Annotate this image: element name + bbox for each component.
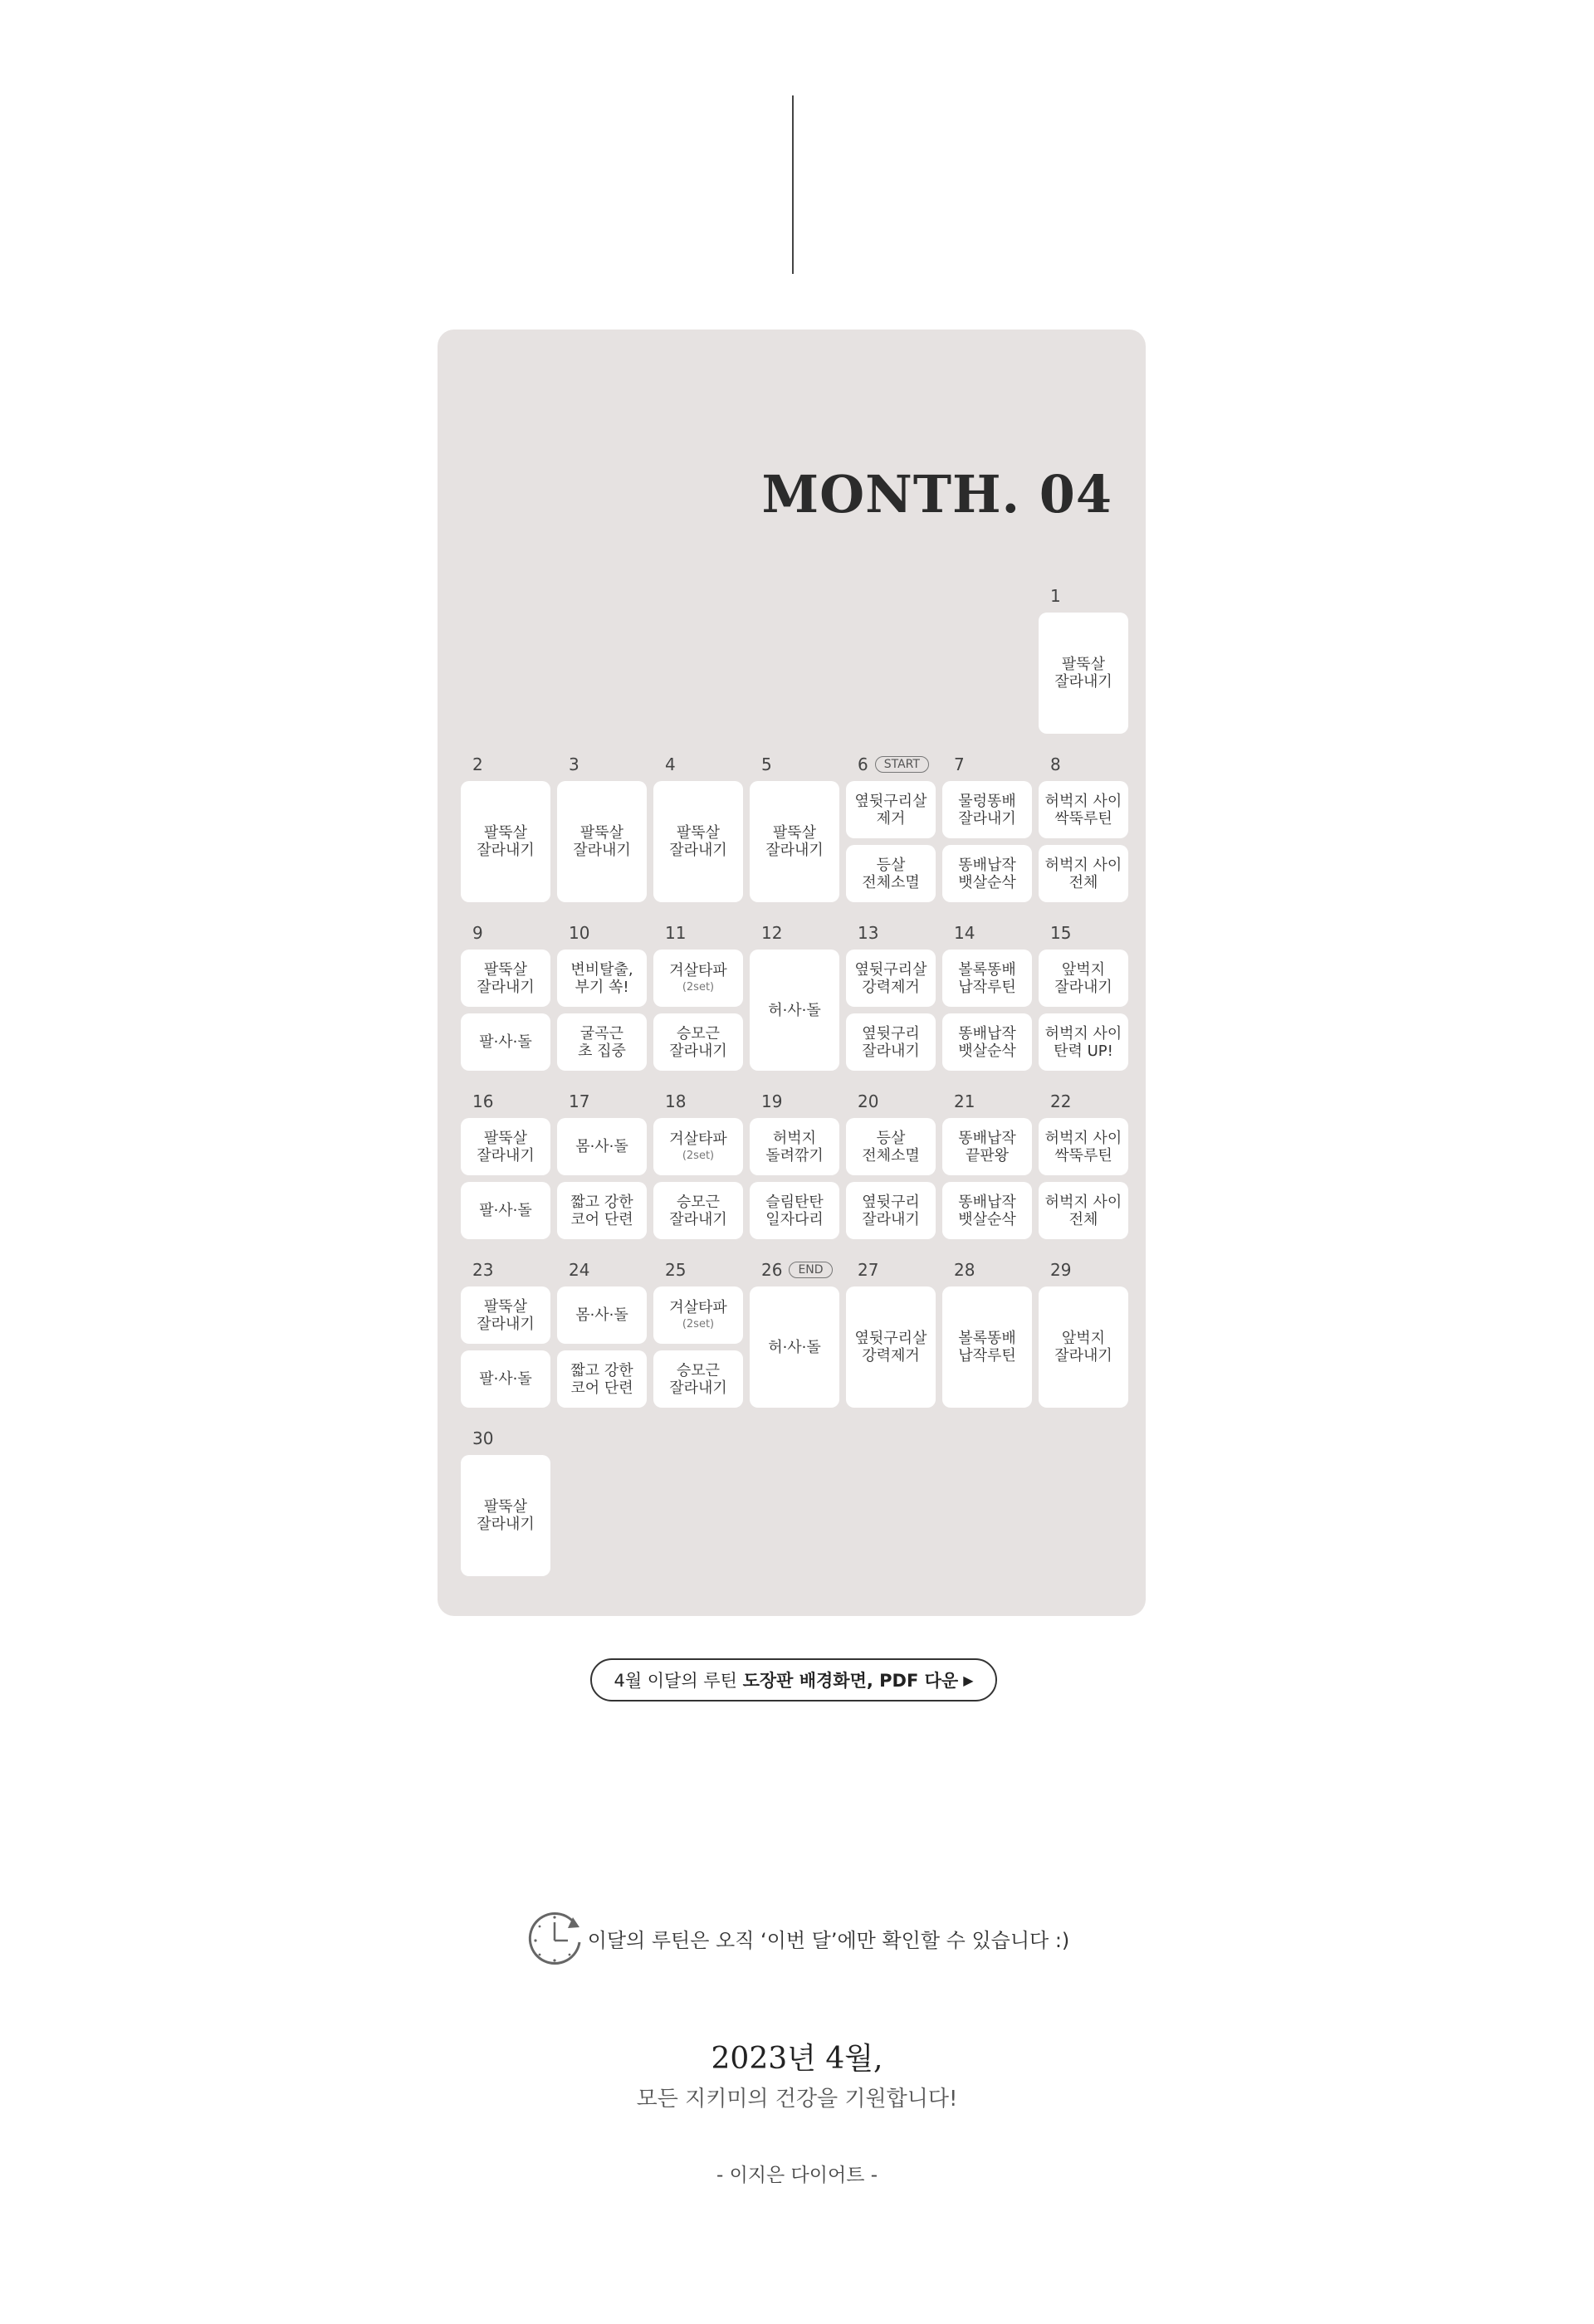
day-header — [1039, 747, 1128, 781]
day-number: 17 — [569, 1091, 590, 1111]
download-button[interactable] — [590, 1658, 997, 1702]
routine-item[interactable] — [750, 781, 839, 902]
day-cell — [846, 747, 936, 902]
routine-item[interactable] — [942, 845, 1032, 902]
routine-item[interactable] — [846, 1118, 936, 1175]
routine-item[interactable] — [653, 950, 743, 1007]
routine-label: 승모근 잘라내기 — [669, 1024, 727, 1060]
day-header — [461, 747, 550, 781]
day-header — [1039, 1084, 1128, 1118]
day-header — [942, 1252, 1032, 1286]
calendar-panel — [438, 330, 1146, 1616]
routine-label: 허벅지 돌려깎기 — [765, 1129, 824, 1164]
routine-item[interactable] — [1039, 950, 1128, 1007]
day-cell — [846, 1252, 936, 1408]
divider-line — [792, 95, 794, 274]
routine-label: 등살 전체소멸 — [862, 856, 920, 891]
routine-sets: (2set) — [682, 1150, 715, 1162]
day-header — [750, 1252, 839, 1286]
routine-item[interactable] — [461, 1182, 550, 1239]
day-number: 16 — [472, 1091, 494, 1111]
day-header — [846, 1084, 936, 1118]
routine-label: 옆뒷구리살 강력제거 — [854, 1330, 927, 1365]
day-number: 28 — [954, 1259, 975, 1280]
day-cell — [557, 1084, 647, 1239]
routine-item[interactable] — [846, 1013, 936, 1071]
routine-item[interactable] — [846, 1182, 936, 1239]
routine-item[interactable] — [942, 1182, 1032, 1239]
day-cell — [750, 915, 839, 1071]
day-header — [942, 915, 1032, 950]
routine-item[interactable] — [653, 1013, 743, 1071]
routine-label: 팔·사·돌 — [479, 1370, 532, 1388]
day-tag: START — [875, 756, 929, 773]
routine-label: 겨살타파 — [669, 1299, 727, 1316]
day-cell — [461, 1421, 550, 1576]
day-cell — [461, 915, 550, 1071]
day-cell — [750, 1252, 839, 1408]
routine-item[interactable] — [653, 1286, 743, 1344]
day-number: 26 — [761, 1259, 783, 1280]
routine-label: 옆뒷구리 잘라내기 — [862, 1024, 920, 1060]
day-number: 1 — [1050, 585, 1061, 606]
day-number: 7 — [954, 754, 965, 774]
routine-item[interactable] — [461, 781, 550, 902]
day-header — [461, 1252, 550, 1286]
routine-item[interactable] — [461, 1455, 550, 1576]
routine-label: 팔뚝살 잘라내기 — [477, 1297, 535, 1333]
routine-label: 허벅지 사이 탄력 UP! — [1044, 1024, 1122, 1060]
routine-label: 팔뚝살 잘라내기 — [477, 960, 535, 996]
day-header — [557, 1084, 647, 1118]
routine-label: 볼록똥배 납작루틴 — [958, 1330, 1016, 1365]
day-number: 4 — [665, 754, 676, 774]
day-header — [846, 1252, 936, 1286]
play-arrow-icon: ▶ — [963, 1672, 974, 1688]
routine-label: 짧고 강한 코어 단련 — [570, 1193, 633, 1228]
day-tag: END — [789, 1262, 832, 1278]
day-cell — [846, 915, 936, 1071]
routine-label: 승모근 잘라내기 — [669, 1193, 727, 1228]
routine-item[interactable] — [750, 1182, 839, 1239]
day-header — [461, 915, 550, 950]
day-header — [461, 1084, 550, 1118]
footer-year-month: 2023년 4월, — [711, 2042, 883, 2076]
routine-item[interactable] — [1039, 1182, 1128, 1239]
day-header — [557, 747, 647, 781]
footer-wish: 모든 지키미의 건강을 기원합니다! — [636, 2087, 958, 2112]
routine-item[interactable] — [557, 1182, 647, 1239]
day-cell — [942, 915, 1032, 1071]
day-cell — [461, 747, 550, 902]
day-number: 2 — [472, 754, 483, 774]
day-header — [653, 915, 743, 950]
routine-item[interactable] — [750, 1286, 839, 1408]
routine-item[interactable] — [942, 1013, 1032, 1071]
day-cell — [1039, 1084, 1128, 1239]
routine-label: 변비탈출, 부기 쏙! — [570, 960, 633, 996]
day-number: 15 — [1050, 922, 1072, 943]
routine-label: 팔뚝살 잘라내기 — [477, 1129, 535, 1164]
day-header — [653, 1084, 743, 1118]
day-header — [653, 1252, 743, 1286]
day-number: 8 — [1050, 754, 1061, 774]
day-number: 18 — [665, 1091, 687, 1111]
routine-label: 허벅지 사이 싹뚝루틴 — [1044, 792, 1122, 828]
routine-item[interactable] — [653, 1350, 743, 1408]
day-cell — [653, 1084, 743, 1239]
routine-label: 팔뚝살 잘라내기 — [477, 1498, 535, 1533]
routine-label: 팔뚝살 잘라내기 — [477, 824, 535, 859]
day-number: 13 — [858, 922, 879, 943]
month-title: MONTH. 04 — [761, 464, 1112, 525]
routine-label: 팔·사·돌 — [479, 1202, 532, 1219]
day-number: 12 — [761, 922, 783, 943]
day-cell — [557, 1252, 647, 1408]
day-cell — [1039, 747, 1128, 902]
routine-label: 물렁똥배 잘라내기 — [958, 792, 1016, 828]
download-label: 도장판 배경화면, PDF 다운 — [742, 1671, 959, 1691]
routine-item[interactable] — [461, 1118, 550, 1175]
download-prefix: 4월 이달의 루틴 — [614, 1671, 743, 1691]
day-cell — [557, 915, 647, 1071]
day-cell — [942, 1084, 1032, 1239]
day-cell — [653, 915, 743, 1071]
day-number: 19 — [761, 1091, 783, 1111]
day-number: 24 — [569, 1259, 590, 1280]
routine-item[interactable] — [750, 950, 839, 1071]
day-header — [653, 747, 743, 781]
day-header — [942, 747, 1032, 781]
routine-item[interactable] — [1039, 1118, 1128, 1175]
day-cell — [1039, 915, 1128, 1071]
routine-label: 허벅지 사이 전체 — [1044, 856, 1122, 891]
day-cell — [461, 1084, 550, 1239]
day-number: 23 — [472, 1259, 494, 1280]
day-number: 22 — [1050, 1091, 1072, 1111]
day-header — [557, 1252, 647, 1286]
routine-item[interactable] — [557, 950, 647, 1007]
day-header — [846, 915, 936, 950]
day-number: 30 — [472, 1428, 494, 1448]
day-number: 21 — [954, 1091, 975, 1111]
routine-item[interactable] — [942, 950, 1032, 1007]
routine-label: 똥배납작 뱃살순삭 — [958, 1193, 1016, 1228]
routine-label: 몸·사·돌 — [575, 1306, 628, 1324]
day-cell — [942, 1252, 1032, 1408]
day-number: 14 — [954, 922, 975, 943]
day-cell — [750, 1084, 839, 1239]
day-cell — [1039, 579, 1128, 734]
routine-item[interactable] — [846, 845, 936, 902]
day-cell — [653, 747, 743, 902]
routine-item[interactable] — [557, 1286, 647, 1344]
routine-label: 팔·사·돌 — [479, 1033, 532, 1051]
footer-signature: - 이지은 다이어트 - — [716, 2165, 878, 2186]
clock-icon — [525, 1907, 586, 1969]
routine-item[interactable] — [557, 1350, 647, 1408]
routine-label: 볼록똥배 납작루틴 — [958, 960, 1016, 996]
routine-item[interactable] — [1039, 1013, 1128, 1071]
routine-item[interactable] — [846, 1286, 936, 1408]
routine-item[interactable] — [653, 1118, 743, 1175]
routine-item[interactable] — [557, 781, 647, 902]
day-header — [461, 1421, 550, 1455]
routine-item[interactable] — [1039, 845, 1128, 902]
routine-label: 겨살타파 — [669, 962, 727, 979]
routine-label: 팔뚝살 잘라내기 — [1054, 656, 1112, 691]
routine-item[interactable] — [461, 1350, 550, 1408]
day-cell — [846, 1084, 936, 1239]
routine-label: 승모근 잘라내기 — [669, 1361, 727, 1397]
routine-item[interactable] — [653, 1182, 743, 1239]
day-header — [750, 915, 839, 950]
calendar-grid — [461, 579, 1128, 1589]
routine-item[interactable] — [461, 950, 550, 1007]
routine-label: 똥배납작 뱃살순삭 — [958, 1024, 1016, 1060]
routine-item[interactable] — [942, 781, 1032, 838]
day-number: 10 — [569, 922, 590, 943]
day-number: 5 — [761, 754, 772, 774]
day-number: 29 — [1050, 1259, 1072, 1280]
notice-text: 이달의 루틴은 오직 ‘이번 달’에만 확인할 수 있습니다 :) — [587, 1928, 1070, 1952]
day-header — [846, 747, 936, 781]
day-header — [750, 1084, 839, 1118]
routine-item[interactable] — [846, 950, 936, 1007]
routine-label: 팔뚝살 잘라내기 — [765, 824, 824, 859]
routine-sets: (2set) — [682, 981, 715, 994]
routine-label: 앞벅지 잘라내기 — [1054, 960, 1112, 996]
routine-label: 옆뒷구리 잘라내기 — [862, 1193, 920, 1228]
routine-sets: (2set) — [682, 1318, 715, 1330]
routine-label: 짧고 강한 코어 단련 — [570, 1361, 633, 1397]
day-header — [1039, 1252, 1128, 1286]
routine-item[interactable] — [1039, 613, 1128, 734]
routine-label: 허벅지 사이 싹뚝루틴 — [1044, 1129, 1122, 1164]
routine-label: 허·사·돌 — [768, 1001, 821, 1019]
routine-label: 굴곡근 초 집중 — [578, 1024, 626, 1060]
routine-label: 똥배납작 끝판왕 — [958, 1129, 1016, 1164]
day-header — [942, 1084, 1032, 1118]
day-cell — [750, 747, 839, 902]
routine-item[interactable] — [557, 1013, 647, 1071]
routine-label: 몸·사·돌 — [575, 1138, 628, 1155]
day-number: 9 — [472, 922, 483, 943]
routine-item[interactable] — [1039, 781, 1128, 838]
day-number: 11 — [665, 922, 687, 943]
routine-item[interactable] — [557, 1118, 647, 1175]
day-number: 3 — [569, 754, 579, 774]
routine-item[interactable] — [461, 1013, 550, 1071]
notice — [0, 1909, 1594, 1967]
day-cell — [653, 1252, 743, 1408]
routine-item[interactable] — [846, 781, 936, 838]
day-header — [557, 915, 647, 950]
routine-label: 앞벅지 잘라내기 — [1054, 1330, 1112, 1365]
day-number: 25 — [665, 1259, 687, 1280]
routine-item[interactable] — [653, 781, 743, 902]
routine-label: 허·사·돌 — [768, 1338, 821, 1356]
day-header — [1039, 915, 1128, 950]
routine-item[interactable] — [1039, 1286, 1128, 1408]
routine-label: 똥배납작 뱃살순삭 — [958, 856, 1016, 891]
routine-item[interactable] — [750, 1118, 839, 1175]
routine-item[interactable] — [461, 1286, 550, 1344]
day-cell — [557, 747, 647, 902]
day-number: 20 — [858, 1091, 879, 1111]
routine-label: 팔뚝살 잘라내기 — [573, 824, 631, 859]
routine-item[interactable] — [942, 1118, 1032, 1175]
day-cell — [942, 747, 1032, 902]
day-cell — [1039, 1252, 1128, 1408]
day-header — [750, 747, 839, 781]
routine-label: 팔뚝살 잘라내기 — [669, 824, 727, 859]
routine-label: 슬림탄탄 일자다리 — [765, 1193, 824, 1228]
routine-label: 옆뒷구리살 제거 — [854, 792, 927, 828]
routine-label: 겨살타파 — [669, 1130, 727, 1148]
routine-label: 허벅지 사이 전체 — [1044, 1193, 1122, 1228]
day-header — [1039, 579, 1128, 613]
day-number: 6 — [858, 754, 868, 774]
routine-label: 등살 전체소멸 — [862, 1129, 920, 1164]
day-cell — [461, 1252, 550, 1408]
routine-label: 옆뒷구리살 강력제거 — [854, 960, 927, 996]
day-number: 27 — [858, 1259, 879, 1280]
routine-item[interactable] — [942, 1286, 1032, 1408]
